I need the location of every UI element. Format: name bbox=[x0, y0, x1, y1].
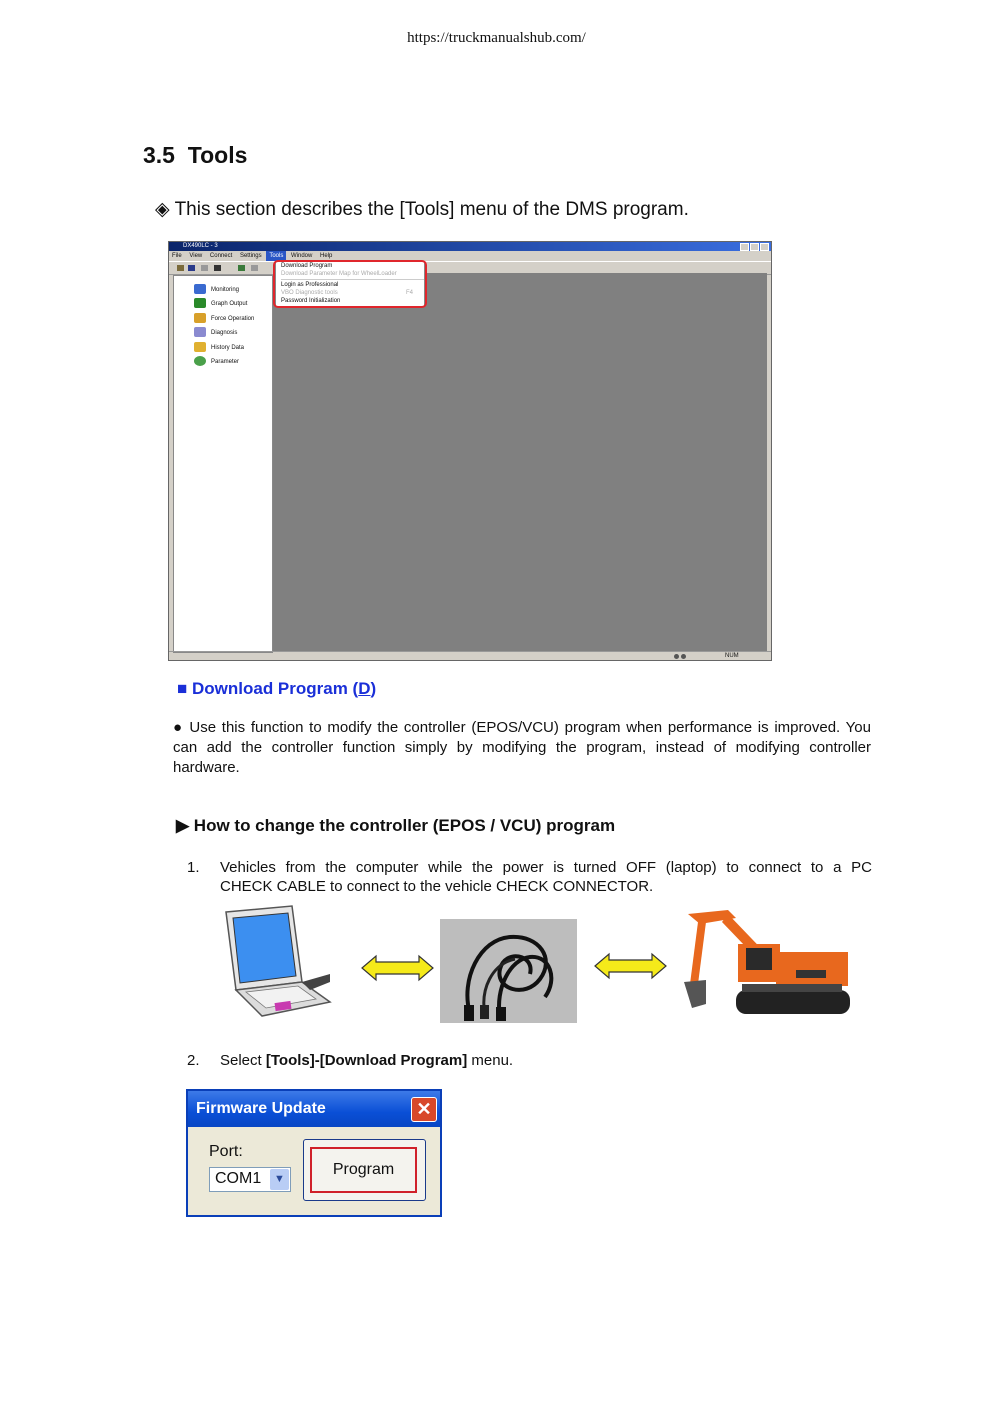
shortcut-label: F4 bbox=[406, 290, 414, 296]
menu-item-login-professional[interactable]: Login as Professional bbox=[281, 282, 339, 288]
double-arrow-icon bbox=[593, 952, 668, 980]
port-label: Port: bbox=[209, 1143, 243, 1160]
highlight-frame bbox=[273, 260, 427, 308]
step-text-line: Vehicles from the computer while the power is turned OFF (laptop) to connect to a PC bbox=[220, 859, 872, 876]
tree-item-graph-output[interactable]: Graph Output bbox=[194, 298, 247, 310]
dms-tree-panel bbox=[173, 275, 273, 653]
history-data-icon bbox=[194, 342, 206, 352]
graph-icon bbox=[194, 298, 206, 308]
double-arrow-icon bbox=[360, 954, 435, 982]
tree-item-history-data[interactable]: History Data bbox=[194, 342, 244, 354]
menu-item-download-program[interactable]: Download Program bbox=[281, 263, 333, 269]
dms-client-area bbox=[273, 273, 767, 651]
laptop-image bbox=[220, 904, 332, 1022]
dms-menubar bbox=[169, 251, 771, 261]
save-icon[interactable] bbox=[188, 265, 195, 271]
menu-tools[interactable]: Tools bbox=[266, 251, 286, 261]
open-icon[interactable] bbox=[177, 265, 184, 271]
status-num: NUM bbox=[725, 653, 739, 659]
firmware-update-dialog bbox=[186, 1089, 442, 1217]
check-cable-image bbox=[440, 919, 577, 1023]
diagnosis-icon bbox=[194, 327, 206, 337]
excavator-image bbox=[676, 904, 852, 1024]
menu-item-vbo-diagnostic[interactable]: VBO Diagnostic tools F4 bbox=[281, 290, 414, 296]
section-intro bbox=[155, 198, 689, 221]
intro-text: This section describes the [Tools] menu of the DMS program. bbox=[174, 199, 689, 220]
print-icon[interactable] bbox=[201, 265, 208, 271]
dms-program-screenshot bbox=[168, 241, 772, 661]
menu-connect[interactable]: Connect bbox=[209, 253, 233, 259]
howto-heading: ▶ How to change the controller (EPOS / VCU) program bbox=[176, 816, 616, 835]
port-select[interactable] bbox=[209, 1167, 291, 1192]
step-number: 2. bbox=[187, 1052, 200, 1069]
minimize-icon[interactable] bbox=[740, 243, 749, 251]
tree-item-monitoring[interactable]: Monitoring bbox=[194, 284, 239, 296]
menu-item-download-parameter-map[interactable]: Download Parameter Map for WheelLoader bbox=[281, 271, 397, 277]
step-number: 1. bbox=[187, 859, 200, 876]
close-icon[interactable] bbox=[760, 243, 769, 251]
force-operation-icon bbox=[194, 313, 206, 323]
dms-titlebar bbox=[169, 242, 771, 251]
step-2 bbox=[187, 1052, 687, 1072]
download-description: ● Use this function to modify the controller (EPOS/VCU) program when performance is improved. You can add the controller function simply by modifying the program, instead of modifying controller hardware. bbox=[173, 719, 871, 776]
maximize-icon[interactable] bbox=[750, 243, 759, 251]
disconnect-icon[interactable] bbox=[251, 265, 258, 271]
monitoring-icon bbox=[194, 284, 206, 294]
dms-window-title: DX490LC - 3 bbox=[183, 243, 218, 249]
step-1 bbox=[187, 859, 873, 899]
menu-item-password-init[interactable]: Password Initialization bbox=[281, 298, 341, 304]
dms-statusbar bbox=[169, 651, 771, 661]
chevron-down-icon[interactable]: ▼ bbox=[270, 1169, 289, 1190]
connect-icon[interactable] bbox=[238, 265, 245, 271]
status-indicator-icons bbox=[674, 654, 688, 661]
menu-settings[interactable]: Settings bbox=[239, 253, 262, 259]
port-value: COM1 bbox=[215, 1170, 262, 1187]
source-url: https://truckmanualshub.com/ bbox=[407, 30, 586, 46]
menu-window[interactable]: Window bbox=[291, 253, 313, 259]
section-title: 3.5 Tools bbox=[143, 142, 248, 168]
step-text: Select [Tools]-[Download Program] menu. bbox=[220, 1052, 514, 1069]
tree-item-force-operation[interactable]: Force Operation bbox=[194, 313, 254, 325]
menu-file[interactable]: File bbox=[172, 253, 182, 259]
download-program-heading: ■ Download Program (D) bbox=[177, 679, 377, 698]
close-icon[interactable]: ✕ bbox=[411, 1097, 437, 1122]
help-icon[interactable] bbox=[214, 265, 221, 271]
program-button[interactable]: Program bbox=[310, 1147, 417, 1193]
menu-view[interactable]: View bbox=[189, 253, 203, 259]
tree-item-parameter[interactable]: Parameter bbox=[194, 356, 239, 368]
step-text-line: CHECK CABLE to connect to the vehicle CHECK CONNECTOR. bbox=[220, 878, 654, 895]
dialog-titlebar bbox=[188, 1091, 440, 1127]
diamond-bullet-icon: ◈ bbox=[155, 199, 170, 220]
tree-item-diagnosis[interactable]: Diagnosis bbox=[194, 327, 237, 339]
menu-help[interactable]: Help bbox=[320, 253, 333, 259]
dialog-title: Firmware Update bbox=[196, 1100, 326, 1117]
parameter-icon bbox=[194, 356, 206, 366]
